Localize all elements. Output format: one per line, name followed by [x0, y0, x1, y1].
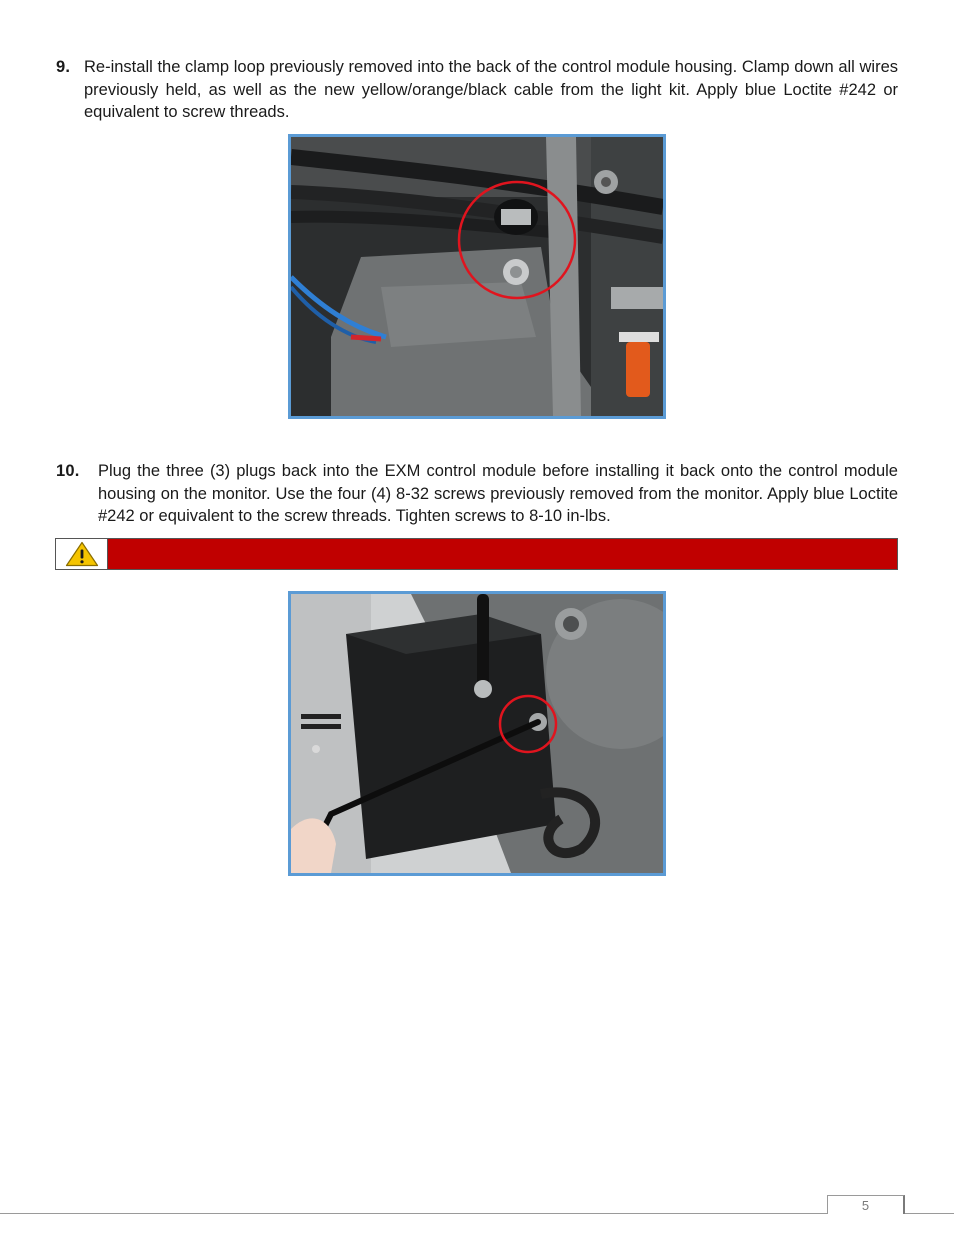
- warning-triangle-icon: [65, 541, 99, 567]
- photo-control-module-illustration: [291, 594, 663, 873]
- page-number-box: [827, 1195, 905, 1214]
- photo-clamp-loop-illustration: [291, 137, 663, 416]
- step-10: [56, 460, 898, 530]
- footer-rule: [0, 1213, 954, 1214]
- photo-control-module-install: [288, 591, 666, 876]
- photo-clamp-loop: [288, 134, 666, 419]
- step-text: Re-install the clamp loop previously removed into the back of the control module housing. Clamp down all wires previously held, as well as the new yellow/orange/black cable from the light kit. Apply blue Loctite #242 or equivalent to screw threads.: [84, 58, 898, 121]
- step-number: 9.: [56, 58, 71, 76]
- step-text: Plug the three (3) plugs back into the EXM control module before installing it back onto the control module housing on the monitor. Use the four (4) 8-32 screws previously removed from the monitor. Apply blue Loctite #242 or equivalent to the screw threads. Tighten screws to 8-10 in-lbs.: [98, 462, 898, 525]
- step-number: 10.: [56, 462, 80, 480]
- step-9: [56, 56, 898, 126]
- page-number: 5: [861, 1198, 870, 1213]
- warning-bar: [55, 538, 898, 570]
- warning-icon-cell: [56, 539, 108, 569]
